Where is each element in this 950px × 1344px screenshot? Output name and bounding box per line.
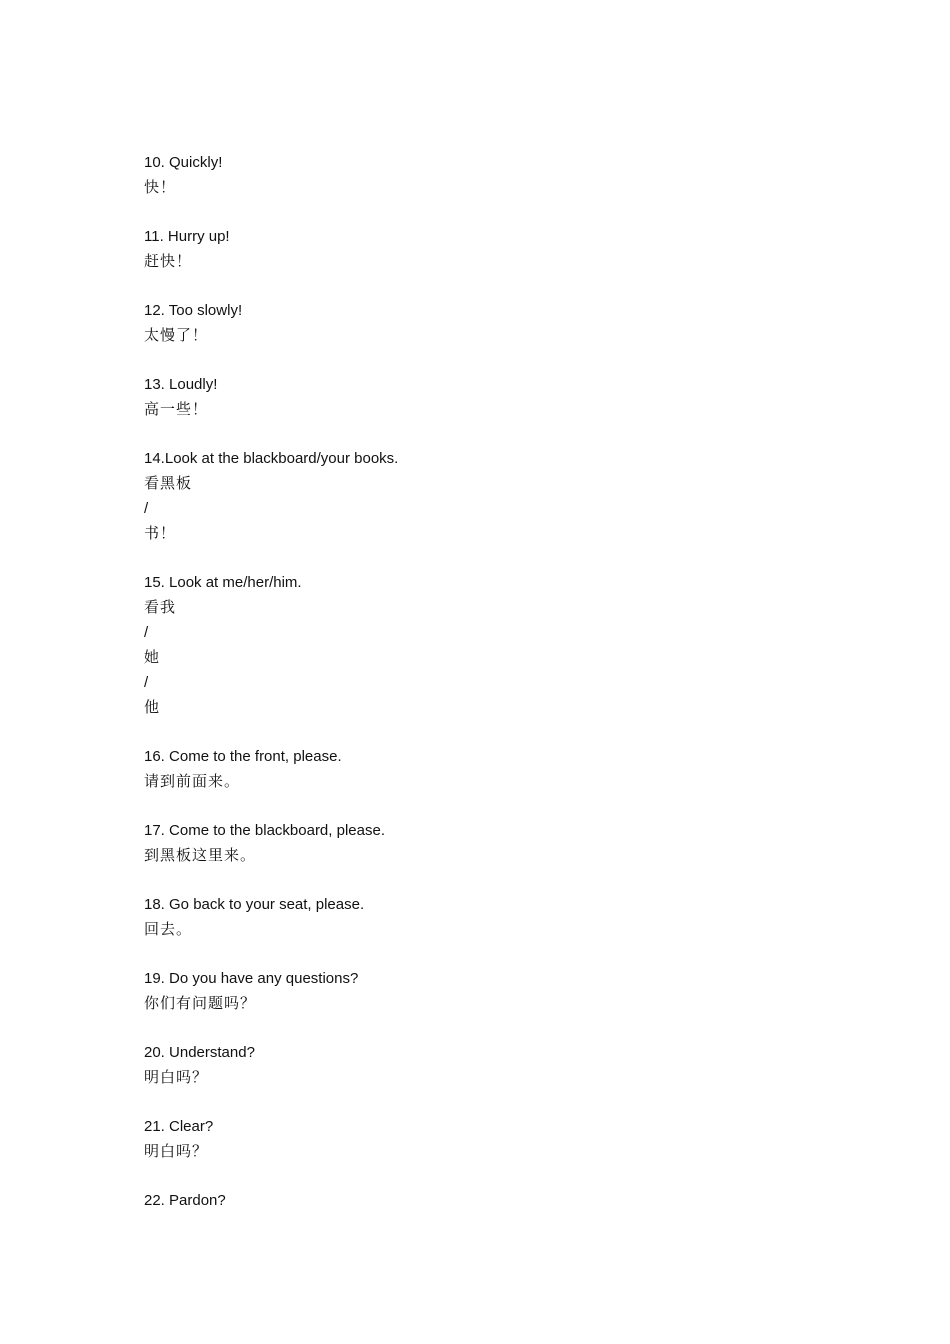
phrase-entry: [144, 1040, 844, 1090]
phrase-separator: /: [144, 624, 149, 641]
phrase-chinese: 明白吗？: [144, 1068, 209, 1086]
phrase-english: 18. Go back to your seat, please.: [144, 896, 365, 913]
phrase-entry: [144, 1188, 844, 1213]
phrase-entry: [144, 446, 844, 546]
phrase-chinese: 高一些！: [144, 400, 209, 418]
phrase-chinese: 你们有问题吗？: [144, 994, 257, 1012]
phrase-entry: [144, 818, 844, 868]
phrase-chinese: 快！: [144, 178, 177, 196]
phrase-chinese: 请到前面来。: [144, 772, 241, 790]
phrase-chinese: 看我: [144, 598, 177, 616]
phrase-chinese: 赶快！: [144, 252, 193, 270]
phrase-chinese: 太慢了！: [144, 326, 209, 344]
phrase-entry: [144, 298, 844, 348]
phrase-english: 16. Come to the front, please.: [144, 748, 342, 765]
phrase-separator: /: [144, 500, 149, 517]
phrase-english: 12. Too slowly!: [144, 302, 243, 319]
phrase-chinese: 他: [144, 698, 161, 716]
phrase-entry: [144, 744, 844, 794]
phrase-chinese: 到黑板这里来。: [144, 846, 257, 864]
phrase-english: 22. Pardon?: [144, 1192, 226, 1209]
phrase-entry: [144, 892, 844, 942]
phrase-english: 15. Look at me/her/him.: [144, 574, 302, 591]
phrase-separator: /: [144, 674, 149, 691]
phrase-english: 14.Look at the blackboard/your books.: [144, 450, 399, 467]
phrase-chinese: 看黑板: [144, 474, 193, 492]
phrase-english: 20. Understand?: [144, 1044, 255, 1061]
phrase-chinese: 她: [144, 648, 161, 666]
phrase-entry: [144, 966, 844, 1016]
phrase-chinese: 明白吗？: [144, 1142, 209, 1160]
phrase-entry: [144, 1114, 844, 1164]
phrase-english: 13. Loudly!: [144, 376, 218, 393]
phrase-english: 19. Do you have any questions?: [144, 970, 359, 987]
phrase-english: 17. Come to the blackboard, please.: [144, 822, 385, 839]
phrase-english: 10. Quickly!: [144, 154, 223, 171]
phrase-chinese: 回去。: [144, 920, 193, 938]
phrase-entry: [144, 372, 844, 422]
phrase-english: 11. Hurry up!: [144, 228, 230, 245]
document-body: [144, 150, 844, 1237]
phrase-entry: [144, 224, 844, 274]
phrase-chinese: 书！: [144, 524, 177, 542]
phrase-entry: [144, 570, 844, 720]
phrase-english: 21. Clear?: [144, 1118, 214, 1135]
phrase-entry: [144, 150, 844, 200]
